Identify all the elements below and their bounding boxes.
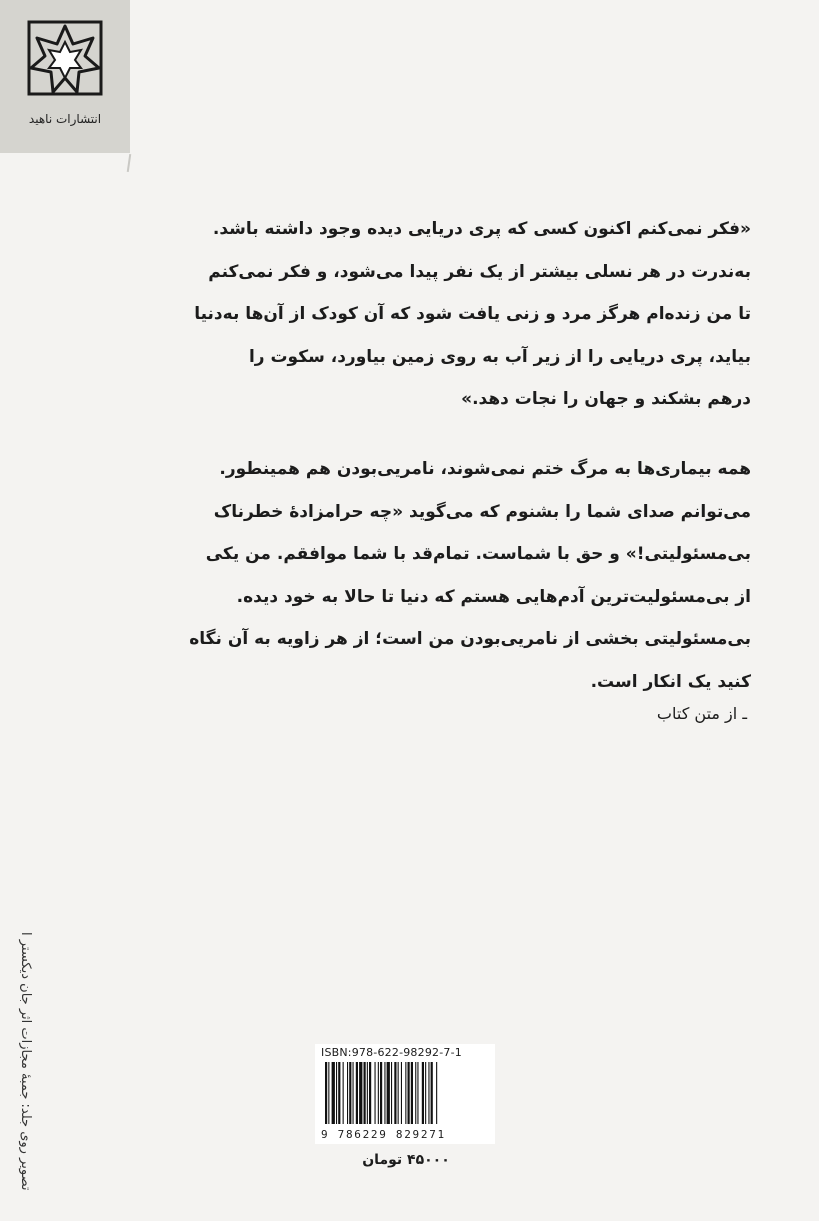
isbn-label: ISBN:978-622-98292-7-1 (321, 1046, 462, 1059)
quote-line: تا من زنده‌ام هرگز مرد و زنی یافت شود که آن کودک از آن‌ها به‌دنیا (194, 304, 751, 324)
quote-line: کنید یک انکار است. (590, 671, 751, 692)
publisher-name: انتشارات ناهید (28, 112, 102, 126)
cover-image-credit: تصویر روی جلد: جمبهٔ مجازات اثر جان دیکستر ا (18, 931, 33, 1190)
back-cover-quote-2 (131, 448, 751, 703)
quote-line: به‌ندرت در هر نسلی بیشتر از یک نفر پیدا می‌شود، و فکر نمی‌کنم (208, 261, 751, 282)
decorative-mark (127, 154, 131, 172)
quote-line: «فکر نمی‌کنم اکنون کسی که پری دریایی دیده وجود داشته باشد. (212, 219, 751, 239)
quote-line: بی‌مسئولیتی!» و حق با شماست. تمام‌قد با شما موافقم. من یکی (205, 544, 751, 564)
quote-line: از بی‌مسئولیت‌ترین آدم‌هایی هستم که دنیا تا حالا به خود دیده. (236, 586, 751, 607)
barcode-block (315, 1044, 495, 1144)
star-logo-icon (23, 16, 107, 100)
barcode-number: 9 786229 829271 (321, 1128, 446, 1141)
publisher-logo-box (0, 0, 130, 153)
quote-line: بیاید، پری دریایی را از زیر آب به روی زمین بیاورد، سکوت را (248, 346, 751, 367)
back-cover-quote-1 (131, 208, 751, 421)
barcode-icon (323, 1062, 487, 1126)
quote-line: بی‌مسئولیتی بخشی از نامریی‌بودن من است؛ از هر زاویه به آن نگاه (189, 629, 751, 649)
attribution: ـ از متن کتاب (656, 704, 747, 723)
price-label: ۴۵۰۰۰ تومان (362, 1152, 450, 1168)
quote-line: همه بیماری‌ها به مرگ ختم نمی‌شوند، نامریی‌بودن هم همینطور. (219, 459, 751, 479)
quote-line: می‌توانم صدای شما را بشنوم که می‌گوید «چه حرامزادهٔ خطرناک (213, 501, 751, 522)
quote-line: درهم بشکند و جهان را نجات دهد.» (461, 389, 751, 409)
